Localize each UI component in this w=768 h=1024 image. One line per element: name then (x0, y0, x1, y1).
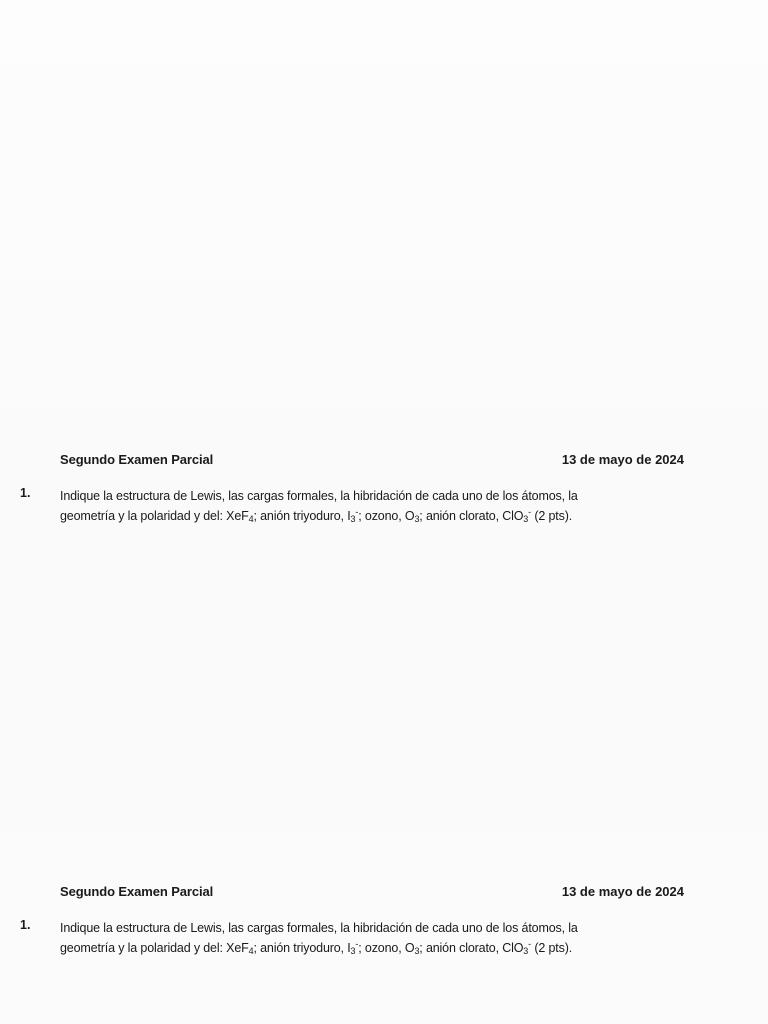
text-run: (2 pts). (531, 941, 573, 955)
exam-title: Segundo Examen Parcial (60, 452, 214, 467)
text-run: ; anión clorato, ClO (419, 941, 524, 955)
superscript: - (528, 939, 532, 949)
text-run: (2 pts). (531, 509, 573, 523)
exam-title: Segundo Examen Parcial (60, 884, 214, 899)
subscript: 3 (350, 946, 356, 956)
text-run: ; anión clorato, ClO (419, 509, 524, 523)
exam-date: 13 de mayo de 2024 (561, 452, 684, 467)
subscript: 4 (248, 946, 254, 956)
exam-date: 13 de mayo de 2024 (561, 884, 684, 899)
subscript: 3 (414, 514, 420, 524)
exam-header (60, 884, 684, 904)
text-run: ; anión triyoduro, I (253, 509, 351, 523)
exam-header (60, 452, 684, 472)
superscript: - (355, 939, 359, 949)
question-number: 1. (20, 486, 31, 500)
subscript: 3 (523, 514, 529, 524)
question-text (60, 486, 710, 526)
text-run: geometría y la polaridad y del: XeF (60, 941, 249, 955)
subscript: 3 (350, 514, 356, 524)
question-line-1: Indique la estructura de Lewis, las cargas formales, la hibridación de cada uno de los átomos, la (60, 489, 578, 503)
text-run: ; ozono, O (358, 941, 415, 955)
subscript: 4 (248, 514, 254, 524)
text-run: geometría y la polaridad y del: XeF (60, 509, 249, 523)
question-number: 1. (20, 918, 31, 932)
question-line-1: Indique la estructura de Lewis, las cargas formales, la hibridación de cada uno de los átomos, la (60, 921, 578, 935)
question-line-2 (60, 938, 710, 958)
superscript: - (528, 507, 532, 517)
text-run: ; anión triyoduro, I (253, 941, 351, 955)
superscript: - (355, 507, 359, 517)
question-text (60, 918, 710, 958)
text-run: ; ozono, O (358, 509, 415, 523)
subscript: 3 (523, 946, 529, 956)
question-line-2 (60, 506, 710, 526)
subscript: 3 (414, 946, 420, 956)
